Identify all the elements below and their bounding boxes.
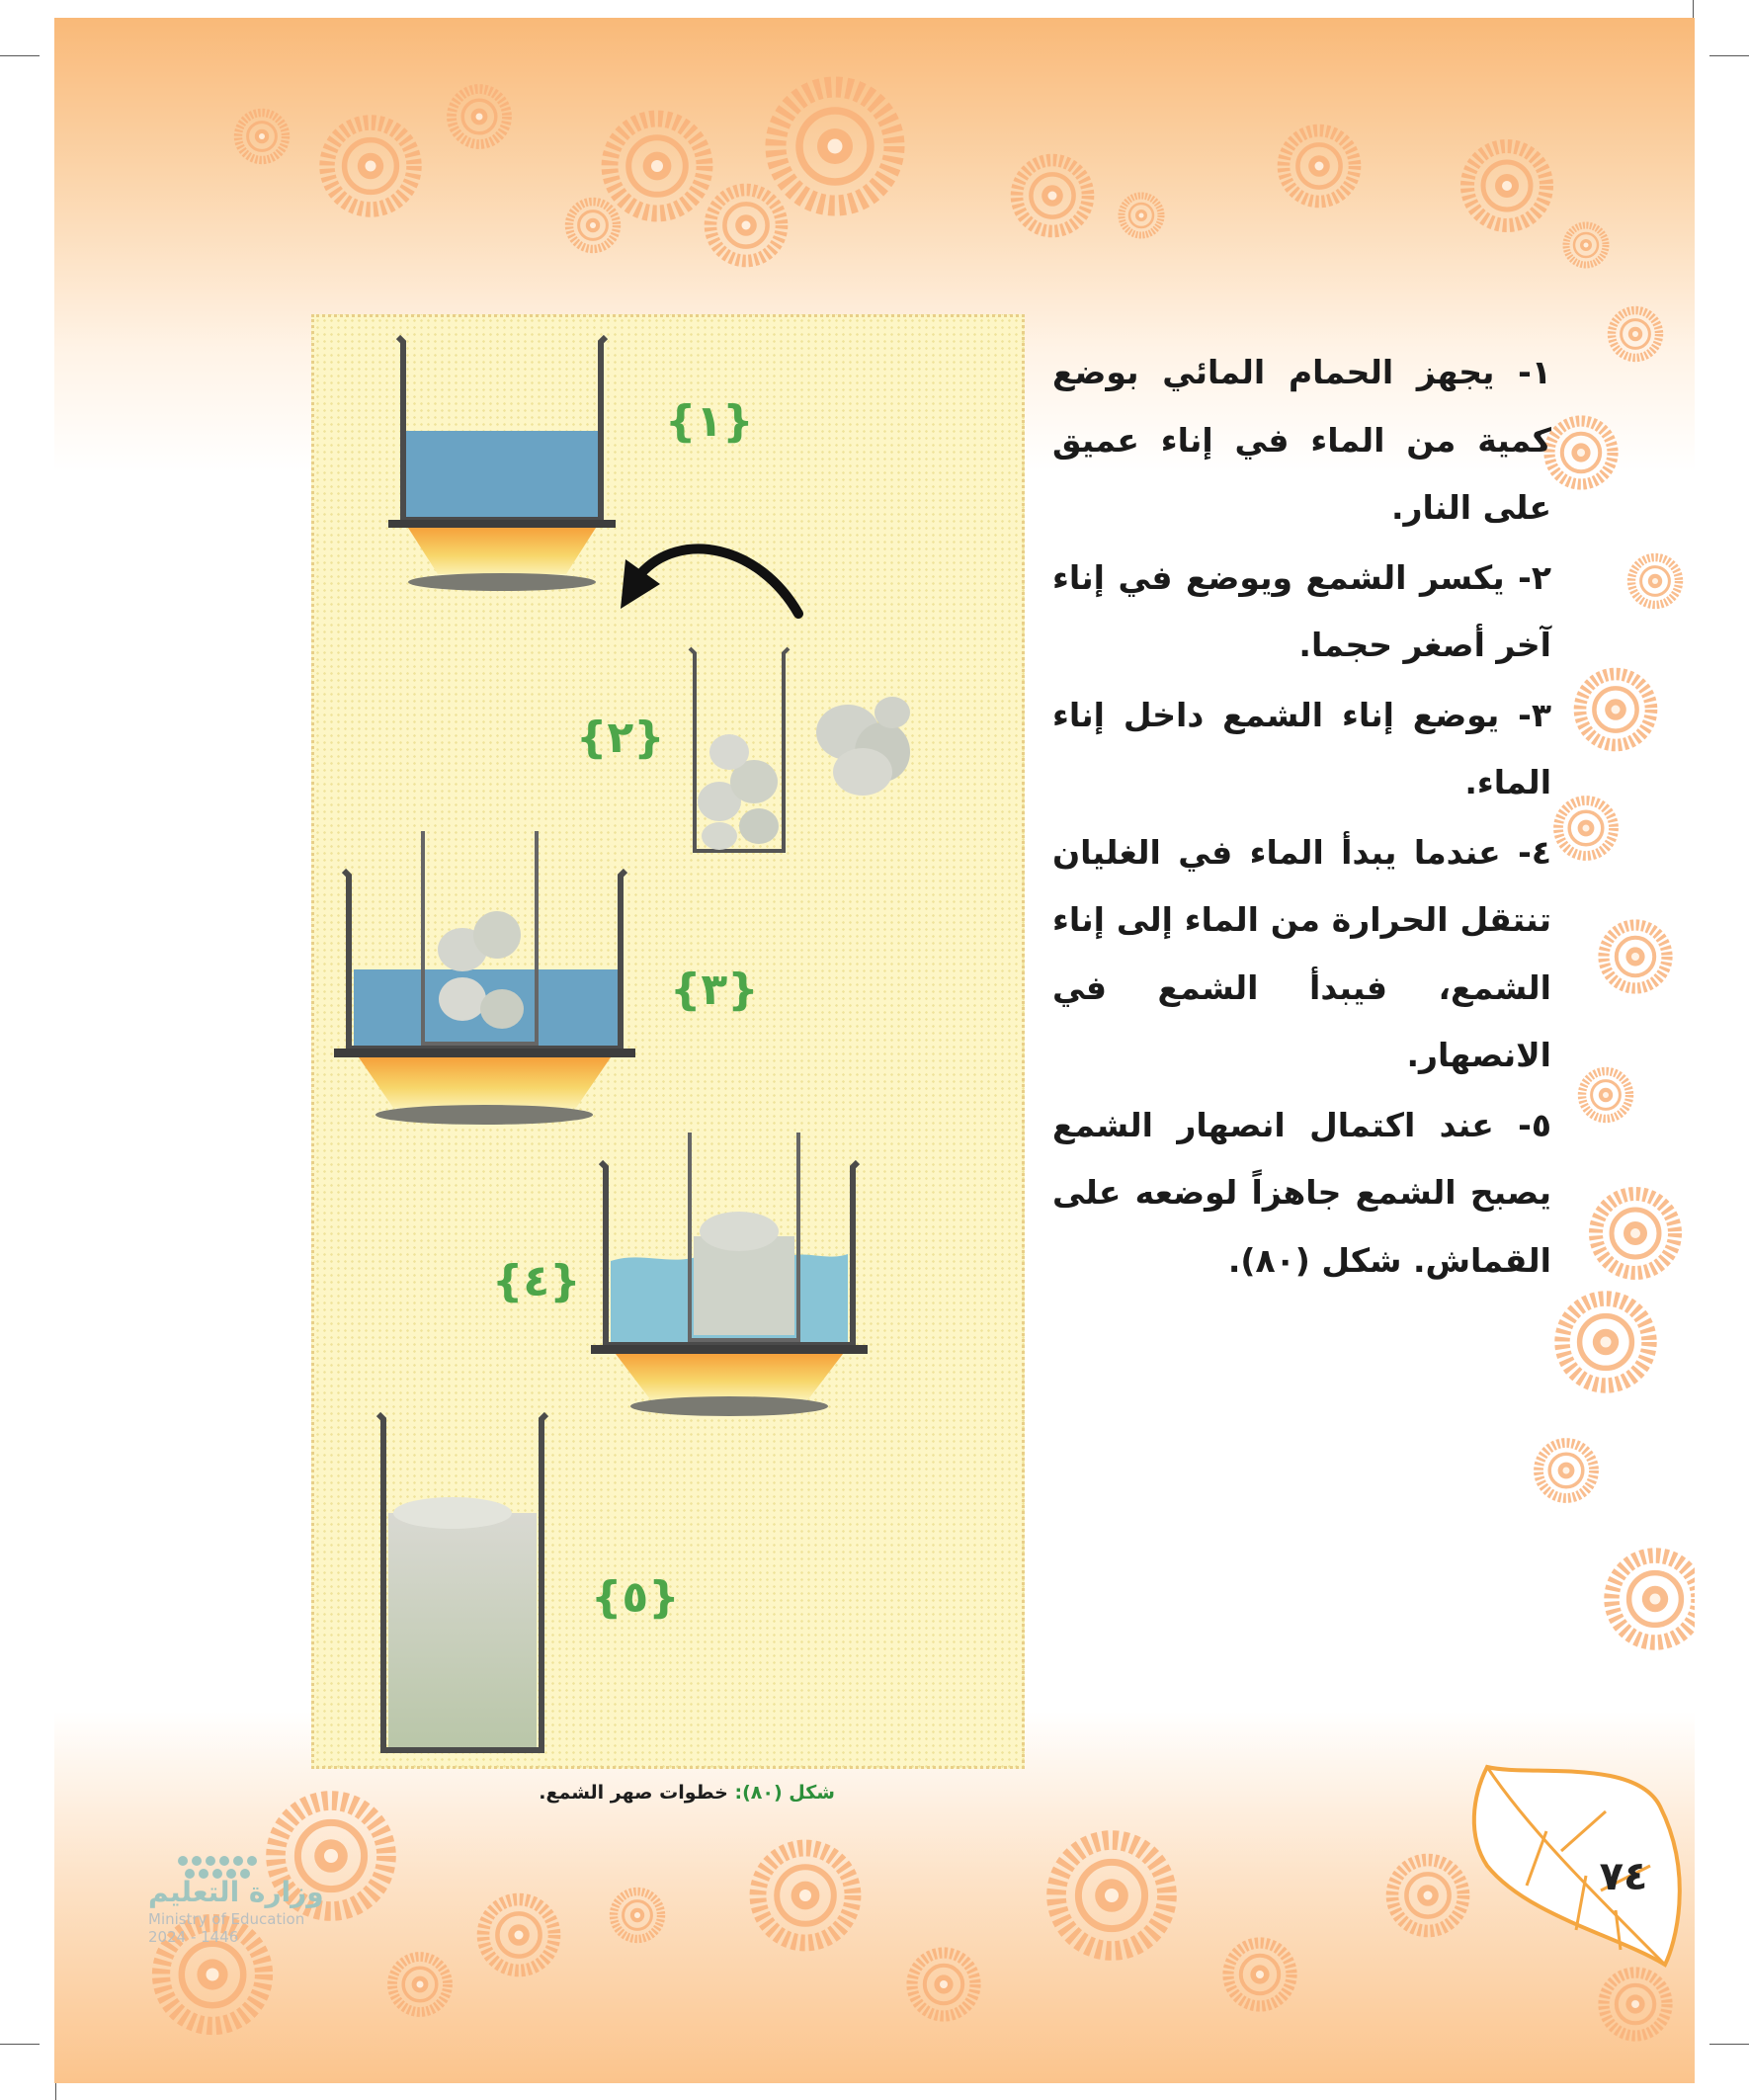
wax-melting-illustration <box>314 317 1022 1766</box>
step-4-melting <box>591 1133 868 1416</box>
step-1-label: {١} <box>665 396 754 447</box>
caption-text: خطوات صهر الشمع. <box>539 1782 728 1804</box>
step-1-text: ١- يجهز الحمام المائي بوضع كمية من الماء في إناء عميق على النار. <box>1052 353 1551 527</box>
step-4-text: ٤- عندما يبدأ الماء في الغليان تنتقل الحرارة من الماء إلى إناء الشمع، فيبدأ الشمع في الانصهار. <box>1052 832 1551 1074</box>
step-3-label: {٣} <box>670 965 759 1015</box>
book-page <box>54 18 1695 2083</box>
steps-text <box>1052 339 1551 1297</box>
arrow-icon <box>640 548 798 614</box>
step-3-text: ٣- يوضع إناء الشمع داخل إناء الماء. <box>1052 695 1551 801</box>
step-4-label: {٤} <box>492 1256 581 1306</box>
step-3-wax-in-water <box>334 831 635 1125</box>
step-2-text: ٢- يكسر الشمع ويوضع في إناء آخر أصغر حجما. <box>1052 557 1551 664</box>
ministry-footer <box>148 1876 366 1946</box>
ministry-name-ar: وزارة التعليم <box>148 1876 324 1908</box>
caption-label: شكل (٨٠): <box>734 1782 835 1804</box>
step-5-melted-wax <box>378 1414 546 1750</box>
crop-mark <box>1709 55 1749 56</box>
crop-mark <box>0 2044 40 2045</box>
crop-mark <box>0 55 40 56</box>
step-5-label: {٥} <box>591 1572 680 1623</box>
figure-panel <box>311 314 1025 1769</box>
step-2-broken-wax <box>690 648 910 851</box>
step-2-label: {٢} <box>576 713 665 763</box>
crop-mark <box>1709 2044 1749 2045</box>
step-5-text: ٥- عند اكتمال انصهار الشمع يصبح الشمع جاهزاً لوضعه على القماش. شكل (٨٠). <box>1052 1105 1551 1280</box>
step-1-water-bath <box>388 337 616 591</box>
ministry-year: 2024 - 1446 <box>148 1928 239 1946</box>
ministry-name-en: Ministry of Education <box>148 1910 305 1928</box>
page-number: ٧٤ <box>1599 1854 1648 1899</box>
figure-caption <box>469 1782 835 1804</box>
